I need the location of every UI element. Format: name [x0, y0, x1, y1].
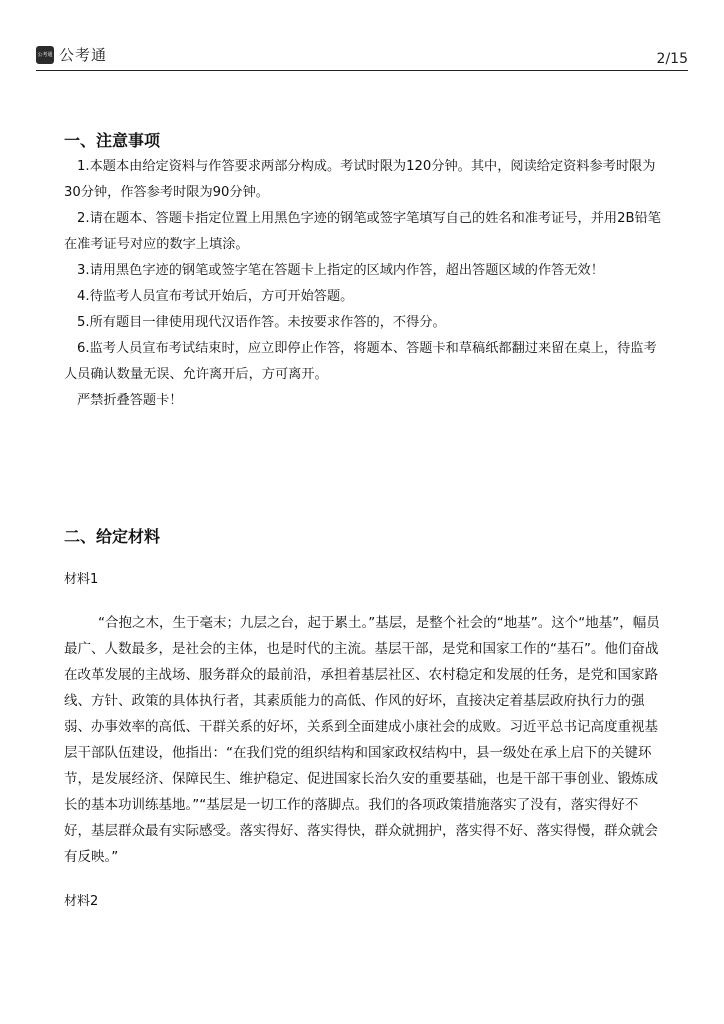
page-header: [36, 38, 688, 71]
notice-rule-7: 严禁折叠答题卡！: [77, 393, 183, 408]
material-1-text: “合抱之木，生于毫末；九层之台，起于累土。”基层，是整个社会的“地基”。这个“地基”，幅员最广、人数最多，是社会的主体，也是时代的主流。基层干部，是党和国家工作的“基石”。他们奋战在改革发展的主战场、服务群众的最前沿，承担着基层社区、农村稳定和发展的任务，是党和国家路线、方针、政策的具体执行者，其素质能力的高低、作风的好坏，直接决定着基层政府执行力的强弱、办事效率的高低、干群关系的好坏，关系到全面建成小康社会的成败。习近平总书记高度重视基层干部队伍建设，他指出：“在我们党的组织结构和国家政权结构中，县一级处在承上启下的关键环节，是发展经济、保障民生、维护稳定、促进国家长治久安的重要基础，也是干部干事创业、锻炼成长的基本功训练基地。”“基层是一切工作的落脚点。我们的各项政策措施落实了没有，落实得好不好，基层群众最有实际感受。落实得好、落实得快，群众就拥护，落实得不好、落实得慢，群众就会有反映。”: [64, 615, 660, 865]
logo-badge-icon: 公考通: [36, 46, 54, 64]
notice-rule-6: 6.监考人员宣布考试结束时，应立即停止作答，将题本、答题卡和草稿纸都翻过来留在桌上，待监考人员确认数量无误、允许离开后，方可离开。: [64, 341, 657, 382]
notice-rule-3: 3.请用黑色字迹的钢笔或签字笔在答题卡上指定的区域内作答，超出答题区域的作答无效！: [77, 263, 604, 278]
notice-rule-4: 4.待监考人员宣布考试开始后，方可开始答题。: [77, 289, 354, 304]
logo-text: 公考通: [59, 46, 108, 64]
page-number: 2/15: [656, 51, 688, 67]
notice-rule-1: 1.本题本由给定资料与作答要求两部分构成。考试时限为120分钟。其中，阅读给定资料参考时限为30分钟，作答参考时限为90分钟。: [64, 159, 656, 200]
logo: [36, 44, 107, 65]
notice-rule-2: 2.请在题本、答题卡指定位置上用黑色字迹的钢笔或签字笔填写自己的姓名和准考证号，并用2B铅笔在准考证号对应的数字上填涂。: [64, 211, 661, 252]
material-1-label: 材料1: [64, 572, 99, 587]
material-2-label: 材料2: [64, 894, 99, 909]
document-body: [64, 128, 664, 912]
section-heading-notice: 一、注意事项: [64, 131, 161, 150]
notice-rule-5: 5.所有题目一律使用现代汉语作答。未按要求作答的，不得分。: [77, 315, 446, 330]
section-heading-materials: 二、给定材料: [64, 527, 161, 546]
